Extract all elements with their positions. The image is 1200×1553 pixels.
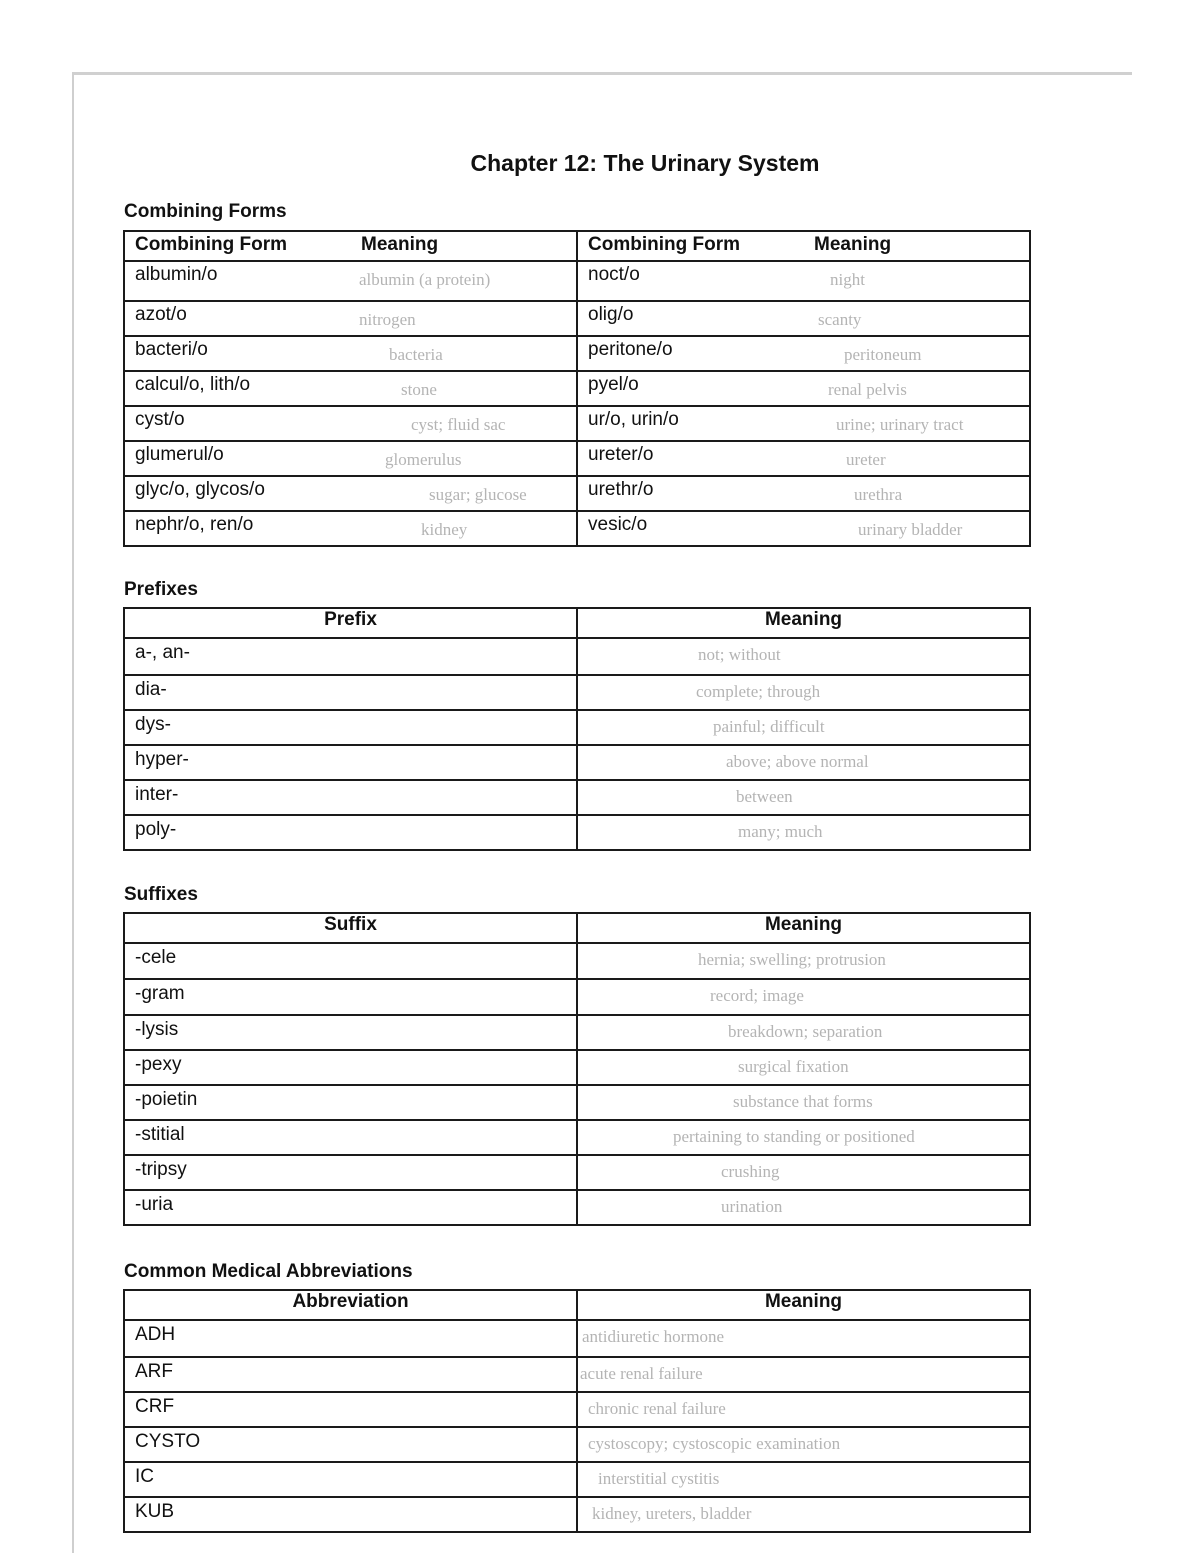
table-cell xyxy=(124,476,577,511)
term-cell xyxy=(124,710,577,745)
meaning: peritoneum xyxy=(844,345,922,364)
term: KUB xyxy=(135,1501,175,1522)
combining-form: calcul/o, lith/o xyxy=(135,374,251,395)
meaning: antidiuretic hormone xyxy=(582,1327,725,1346)
suffixes-heading: Suffixes xyxy=(124,884,198,905)
table-cell xyxy=(124,511,577,546)
term: ADH xyxy=(135,1324,176,1345)
meaning-cell xyxy=(577,1155,1030,1190)
meaning: urethra xyxy=(854,485,903,504)
term-cell xyxy=(124,1190,577,1225)
table-cell xyxy=(124,336,577,371)
term: inter- xyxy=(135,784,179,805)
header-abbreviation: Abbreviation xyxy=(124,1290,577,1320)
header-combining-form: Combining Form xyxy=(135,234,287,255)
term: a-, an- xyxy=(135,642,190,663)
table-cell xyxy=(124,441,577,476)
table-cell xyxy=(124,301,577,336)
meaning: bacteria xyxy=(389,345,443,364)
table-row xyxy=(124,406,1030,441)
meaning: night xyxy=(830,270,865,289)
term: -uria xyxy=(135,1194,174,1215)
meaning: acute renal failure xyxy=(580,1364,703,1383)
term-cell xyxy=(124,1120,577,1155)
meaning-cell xyxy=(577,1427,1030,1462)
table-cell xyxy=(577,441,1030,476)
table-cell xyxy=(577,261,1030,301)
table-header-row xyxy=(124,231,1030,261)
combining-form: ur/o, urin/o xyxy=(588,409,679,430)
meaning: substance that forms xyxy=(733,1092,873,1111)
prefixes-heading: Prefixes xyxy=(124,579,198,600)
table-row xyxy=(124,1392,1030,1427)
combining-form: bacteri/o xyxy=(135,339,208,360)
table-row xyxy=(124,815,1030,850)
meaning-cell xyxy=(577,1462,1030,1497)
meaning-cell xyxy=(577,1357,1030,1392)
term: ARF xyxy=(135,1361,173,1382)
table-header-row xyxy=(124,913,1030,943)
table-header-row xyxy=(124,608,1030,638)
table-cell xyxy=(577,371,1030,406)
table-row xyxy=(124,1050,1030,1085)
abbreviations-heading: Common Medical Abbreviations xyxy=(124,1261,413,1282)
meaning-cell xyxy=(577,1120,1030,1155)
table-row xyxy=(124,1462,1030,1497)
table-row xyxy=(124,943,1030,979)
header-meaning: Meaning xyxy=(577,1290,1030,1320)
table-row xyxy=(124,336,1030,371)
meaning: kidney xyxy=(421,520,468,539)
meaning-cell xyxy=(577,1190,1030,1225)
combining-form: pyel/o xyxy=(588,374,639,395)
table-row xyxy=(124,511,1030,546)
table-row xyxy=(124,675,1030,710)
meaning-cell xyxy=(577,710,1030,745)
term-cell xyxy=(124,815,577,850)
term-cell xyxy=(124,675,577,710)
table-row xyxy=(124,780,1030,815)
meaning: cyst; fluid sac xyxy=(411,415,506,434)
meaning: not; without xyxy=(698,645,781,664)
table-row xyxy=(124,1427,1030,1462)
meaning: chronic renal failure xyxy=(588,1399,726,1418)
combining-form: glumerul/o xyxy=(135,444,224,465)
meaning: renal pelvis xyxy=(828,380,907,399)
meaning: crushing xyxy=(721,1162,780,1181)
meaning: albumin (a protein) xyxy=(359,270,491,289)
term-cell xyxy=(124,943,577,979)
term-cell xyxy=(124,1392,577,1427)
page-left-border xyxy=(72,72,74,1553)
term: hyper- xyxy=(135,749,189,770)
table-row xyxy=(124,1015,1030,1050)
meaning-cell xyxy=(577,1015,1030,1050)
meaning: many; much xyxy=(738,822,823,841)
term: poly- xyxy=(135,819,177,840)
table-row xyxy=(124,1120,1030,1155)
meaning-cell xyxy=(577,943,1030,979)
table-row xyxy=(124,979,1030,1015)
combining-form: glyc/o, glycos/o xyxy=(135,479,265,500)
page-title: Chapter 12: The Urinary System xyxy=(470,150,820,176)
table-cell xyxy=(577,406,1030,441)
term-cell xyxy=(124,979,577,1015)
term: -poietin xyxy=(135,1089,198,1110)
meaning: pertaining to standing or positioned xyxy=(673,1127,915,1146)
combining-form: olig/o xyxy=(588,304,634,325)
table-row xyxy=(124,1357,1030,1392)
meaning: sugar; glucose xyxy=(429,485,527,504)
header-meaning: Meaning xyxy=(577,913,1030,943)
meaning-cell xyxy=(577,675,1030,710)
term: CYSTO xyxy=(135,1431,201,1452)
header-suffix: Suffix xyxy=(124,913,577,943)
term-cell xyxy=(124,1015,577,1050)
term: -cele xyxy=(135,947,177,968)
meaning: complete; through xyxy=(696,682,821,701)
meaning: nitrogen xyxy=(359,310,416,329)
table-row xyxy=(124,710,1030,745)
table-cell xyxy=(124,371,577,406)
meaning: hernia; swelling; protrusion xyxy=(698,950,886,969)
term: -stitial xyxy=(135,1124,185,1145)
meaning-cell xyxy=(577,1320,1030,1357)
table-row xyxy=(124,441,1030,476)
table-row xyxy=(124,638,1030,675)
meaning: above; above normal xyxy=(726,752,869,771)
meaning: surgical fixation xyxy=(738,1057,849,1076)
term-cell xyxy=(124,1427,577,1462)
header-prefix: Prefix xyxy=(124,608,577,638)
meaning: urine; urinary tract xyxy=(836,415,964,434)
table-cell xyxy=(577,336,1030,371)
table-row xyxy=(124,261,1030,301)
term-cell xyxy=(124,1050,577,1085)
term: CRF xyxy=(135,1396,175,1417)
meaning: painful; difficult xyxy=(713,717,825,736)
combining-form: nephr/o, ren/o xyxy=(135,514,254,535)
meaning-cell xyxy=(577,1497,1030,1532)
meaning: breakdown; separation xyxy=(728,1022,883,1041)
table-row xyxy=(124,1497,1030,1532)
page-top-border xyxy=(72,72,1132,75)
meaning: interstitial cystitis xyxy=(598,1469,720,1488)
term-cell xyxy=(124,1497,577,1532)
meaning: glomerulus xyxy=(385,450,462,469)
meaning-cell xyxy=(577,979,1030,1015)
term: dys- xyxy=(135,714,171,735)
table-row xyxy=(124,476,1030,511)
table-header-row xyxy=(124,1290,1030,1320)
meaning: ureter xyxy=(846,450,886,469)
meaning: kidney, ureters, bladder xyxy=(592,1504,752,1523)
header-meaning: Meaning xyxy=(361,234,439,255)
table-cell xyxy=(124,406,577,441)
meaning: urinary bladder xyxy=(858,520,963,539)
meaning: between xyxy=(736,787,793,806)
table-row xyxy=(124,745,1030,780)
combining-form: ureter/o xyxy=(588,444,654,465)
term: -lysis xyxy=(135,1019,179,1040)
combining-form: albumin/o xyxy=(135,264,218,285)
header-combining-form: Combining Form xyxy=(588,234,740,255)
meaning: record; image xyxy=(710,986,804,1005)
table-cell xyxy=(124,261,577,301)
meaning-cell xyxy=(577,1050,1030,1085)
meaning: scanty xyxy=(818,310,862,329)
meaning-cell xyxy=(577,745,1030,780)
meaning-cell xyxy=(577,1085,1030,1120)
prefixes-table xyxy=(123,607,1031,851)
combining-forms-table xyxy=(123,230,1031,547)
term-cell xyxy=(124,638,577,675)
combining-form: urethr/o xyxy=(588,479,654,500)
table-cell xyxy=(577,511,1030,546)
combining-form: azot/o xyxy=(135,304,187,325)
table-row xyxy=(124,1155,1030,1190)
meaning-cell xyxy=(577,780,1030,815)
meaning: stone xyxy=(401,380,437,399)
table-row xyxy=(124,1085,1030,1120)
combining-form: peritone/o xyxy=(588,339,673,360)
table-cell xyxy=(577,476,1030,511)
term-cell xyxy=(124,1462,577,1497)
term-cell xyxy=(124,780,577,815)
table-row xyxy=(124,301,1030,336)
meaning: cystoscopy; cystoscopic examination xyxy=(588,1434,841,1453)
term: -tripsy xyxy=(135,1159,187,1180)
term: dia- xyxy=(135,679,167,700)
term-cell xyxy=(124,1320,577,1357)
term-cell xyxy=(124,1357,577,1392)
abbreviations-table xyxy=(123,1289,1031,1533)
meaning: urination xyxy=(721,1197,783,1216)
header-meaning: Meaning xyxy=(814,234,892,255)
term: -gram xyxy=(135,983,185,1004)
meaning-cell xyxy=(577,638,1030,675)
meaning-cell xyxy=(577,815,1030,850)
header-meaning: Meaning xyxy=(577,608,1030,638)
header-cell xyxy=(577,231,1030,261)
table-row xyxy=(124,1320,1030,1357)
combining-form: cyst/o xyxy=(135,409,185,430)
combining-form: noct/o xyxy=(588,264,640,285)
combining-forms-heading: Combining Forms xyxy=(124,201,287,222)
combining-form: vesic/o xyxy=(588,514,648,535)
term: IC xyxy=(135,1466,154,1487)
term: -pexy xyxy=(135,1054,182,1075)
table-cell xyxy=(577,301,1030,336)
table-row xyxy=(124,1190,1030,1225)
term-cell xyxy=(124,1085,577,1120)
header-cell xyxy=(124,231,577,261)
suffixes-table xyxy=(123,912,1031,1226)
meaning-cell xyxy=(577,1392,1030,1427)
table-row xyxy=(124,371,1030,406)
term-cell xyxy=(124,1155,577,1190)
term-cell xyxy=(124,745,577,780)
